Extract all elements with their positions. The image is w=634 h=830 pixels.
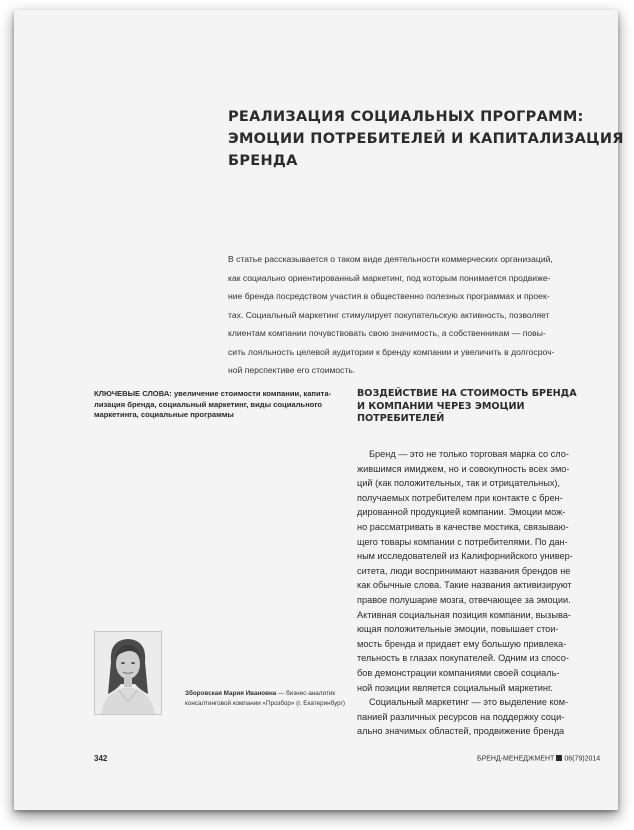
body-line: как обычные слова. Такие названия активизируют [357, 580, 572, 591]
body-line: ально значимых областей, продвижение бренда [357, 726, 565, 737]
body-line: Социальный маркетинг — это выделение ком- [369, 697, 569, 708]
body-line: ситета, люди воспринимают названия брендов не [357, 565, 571, 576]
article-title-line: ЭМОЦИИ ПОТРЕБИТЕЛЕЙ И КАПИТАЛИЗАЦИЯ [228, 131, 624, 147]
author-affiliation: консалтинговой компании «Прозбор» (г. Екатеринбург) [185, 699, 346, 707]
body-line: Активная социальная позиция компании, вызыва- [357, 609, 571, 620]
author-photo [94, 631, 162, 715]
body-line: щего товары компании с потребителями. По дан- [357, 536, 568, 547]
abstract-line: В статье рассказывается о таком виде деятельности коммерческих организаций, [228, 254, 553, 264]
author-info [185, 689, 355, 708]
abstract-line: как социально ориентированный маркетинг, под которым понимается продвиже- [228, 272, 551, 283]
abstract-line: ние бренда посредством участия в общественно полезных программах и проек- [228, 291, 550, 301]
author-line [185, 689, 355, 699]
abstract-line: ной перспективе его стоимость. [228, 365, 356, 375]
author-role: — бизнес-аналитик [276, 690, 336, 697]
body-line: бов демонстрации компаниями своей социаль- [357, 667, 560, 678]
section-heading-line: И КОМПАНИИ ЧЕРЕЗ ЭМОЦИИ [357, 400, 525, 412]
body-line: мость бренда и придает ему большую привлека- [357, 638, 567, 649]
journal-name: БРЕНД-МЕНЕДЖМЕНТ [477, 755, 555, 763]
article-abstract [228, 250, 608, 380]
body-line: ющая положительные эмоции, повышает стои- [357, 624, 559, 635]
article-title-line: БРЕНДА [228, 153, 298, 169]
page-number: 342 [94, 754, 108, 763]
section-heading-line: ПОТРЕБИТЕЛЕЙ [357, 413, 445, 424]
article-title-line: РЕАЛИЗАЦИЯ СОЦИАЛЬНЫХ ПРОГРАММ: [228, 109, 584, 125]
body-line: Бренд — это не только торговая марка со сло- [369, 449, 569, 459]
keywords-line: КЛЮЧЕВЫЕ СЛОВА: увеличение стоимости компании, капита- [94, 389, 332, 398]
square-bullet-icon [556, 755, 562, 761]
author-name: Зборовская Мария Ивановна [185, 690, 277, 697]
body-line: дированной продукцией компании. Эмоции мож- [357, 507, 566, 518]
keywords-line: маркетинга, социальные программы [94, 410, 234, 419]
author-portrait-icon [95, 632, 161, 714]
journal-page [14, 10, 624, 810]
body-line: ным исследователей из Калифорнийского универ- [357, 551, 573, 562]
section-heading-line: ВОЗДЕЙСТВИЕ НА СТОИМОСТЬ БРЕНДА [357, 388, 577, 399]
keywords-line: лизация бренда, социальный маркетинг, виды социального [94, 399, 323, 409]
body-line: панией различных ресурсов на поддержку соци- [357, 711, 565, 722]
journal-footer [477, 755, 600, 763]
abstract-line: сить лояльность целевой аудитории к бренду компании и увеличить в долгосроч- [228, 346, 555, 357]
article-body [357, 447, 619, 739]
abstract-line: тах. Социальный маркетинг стимулирует покупательскую активность, позволяет [228, 309, 550, 320]
body-line: жившимся имиджем, но и совокупность всех эмо- [357, 463, 570, 474]
body-line: тельность в глазах покупателей. Одним из спосо- [357, 653, 569, 664]
body-line: правое полушарие мозга, отвечающее за эмоции. [357, 594, 571, 605]
abstract-line: клиентам компании почувствовать свою значимость, а собственникам — повы- [228, 328, 546, 338]
body-line: но рассматривать в качестве мостика, связываю- [357, 521, 569, 532]
section-heading [357, 388, 617, 426]
article-title [228, 106, 628, 172]
keywords-block [94, 389, 349, 421]
body-line: ной позиции является социальный маркетинг. [357, 682, 553, 693]
body-line: получаемых потребителем при контакте с брен- [357, 492, 563, 503]
body-line: ций (как положительных, так и отрицательных), [357, 478, 561, 489]
journal-issue: 06(79)2014 [564, 755, 601, 763]
